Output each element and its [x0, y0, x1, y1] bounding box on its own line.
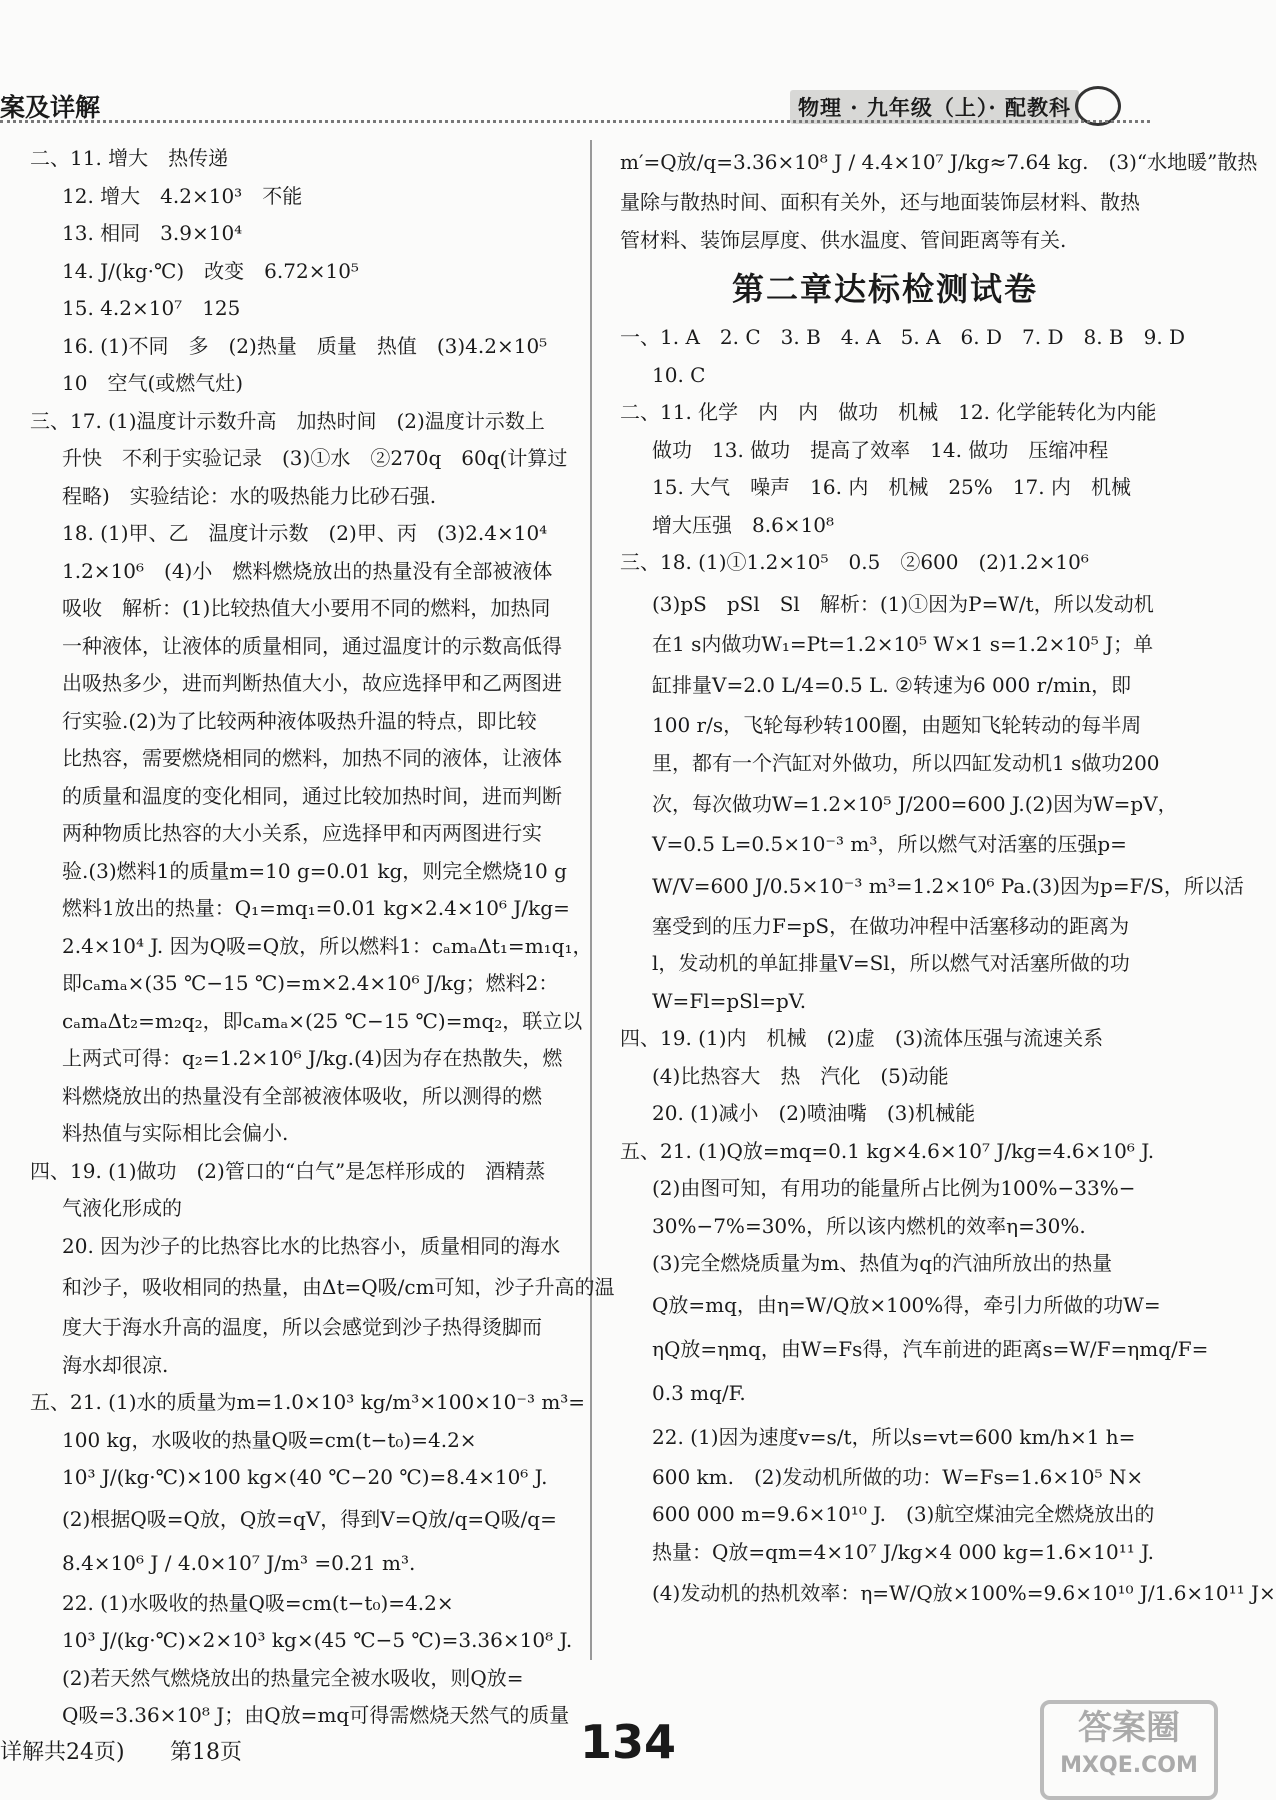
answer-line: (3)pS pSl Sl 解析：(1)①因为P=W/t，所以发动机 — [652, 591, 1154, 616]
answer-line: 行实验.(2)为了比较两种液体吸热升温的特点，即比较 — [62, 708, 537, 733]
answer-line: (3)完全燃烧质量为m、热值为q的汽油所放出的热量 — [652, 1251, 1113, 1275]
answer-line: 一、1. A 2. C 3. B 4. A 5. A 6. D 7. D 8. B 9. D — [620, 325, 1186, 349]
answer-line: 两种物质比热容的大小关系，应选择甲和丙两图进行实 — [62, 821, 542, 845]
answer-line: cₐmₐΔt₂=m₂q₂，即cₐmₐ×(25 ℃−15 ℃)=mq₂，联立以 — [62, 1008, 583, 1033]
footer-left-text: 详解共24页) — [0, 1740, 125, 1765]
answer-line: 吸收 解析：(1)比较热值大小要用不同的燃料，加热同 — [62, 596, 551, 620]
answer-line: 二、11. 化学 内 内 做功 机械 12. 化学能转化为内能 — [620, 400, 1157, 424]
answer-line: 14. J/(kg·℃) 改变 6.72×10⁵ — [62, 258, 359, 283]
answer-line: 缸排量V=2.0 L/4=0.5 L. ②转速为6 000 r/min，即 — [652, 673, 1132, 697]
answer-line: 五、21. (1)Q放=mq=0.1 kg×4.6×10⁷ J/kg=4.6×10⁶ J. — [620, 1138, 1155, 1163]
answer-line: 出吸热多少，进而判断热值大小，故应选择甲和乙两图进 — [62, 671, 562, 695]
answer-line: 0.3 mq/F. — [652, 1380, 746, 1405]
answer-line: 在1 s内做功W₁=Pt=1.2×10⁵ W×1 s=1.2×10⁵ J；单 — [652, 631, 1154, 656]
answer-line: 12. 增大 4.2×10³ 不能 — [62, 183, 303, 208]
answer-line: 四、19. (1)做功 (2)管口的“白气”是怎样形成的 酒精蒸 — [30, 1158, 546, 1183]
answer-line: 四、19. (1)内 机械 (2)虚 (3)流体压强与流速关系 — [620, 1026, 1104, 1050]
answer-line: 验.(3)燃料1的质量m=10 g=0.01 kg，则完全燃烧10 g — [62, 858, 567, 883]
answer-line: (2)若天然气燃烧放出的热量完全被水吸收，则Q放= — [62, 1665, 524, 1690]
answer-line: 塞受到的压力F=pS，在做功冲程中活塞移动的距离为 — [652, 913, 1130, 938]
answer-line: Q放=mq，由η=W/Q放×100%得，牵引力所做的功W= — [652, 1292, 1161, 1317]
answer-line: 上两式可得：q₂=1.2×10⁶ J/kg.(4)因为存在热散失，燃 — [62, 1046, 563, 1070]
answer-line: (2)根据Q吸=Q放，Q放=qV，得到V=Q放/q=Q吸/q= — [62, 1506, 557, 1531]
answer-line: 升快 不利于实验记录 (3)①水 ②270q 60q(计算过 — [62, 446, 568, 470]
answer-line: 程略) 实验结论：水的吸热能力比砂石强. — [62, 483, 437, 508]
left-column — [30, 140, 615, 1735]
watermark-title: 答案圈 — [1078, 1708, 1180, 1748]
answer-line: Q吸=3.36×10⁸ J；由Q放=mq可得需燃烧天然气的质量 — [62, 1703, 570, 1727]
answer-line: 热量：Q放=qm=4×10⁷ J/kg×4 000 kg=1.6×10¹¹ J. — [652, 1539, 1154, 1564]
answer-line: 里，都有一个汽缸对外做功，所以四缸发动机1 s做功200 — [652, 750, 1160, 775]
answer-line: 二、11. 增大 热传递 — [30, 146, 229, 170]
answer-line: 1.2×10⁶ (4)小 燃料燃烧放出的热量没有全部被液体 — [62, 558, 553, 583]
watermark-url: MXQE.COM — [1060, 1753, 1198, 1778]
watermark-logo — [1040, 1700, 1218, 1800]
answer-line: 和沙子，吸收相同的热量，由Δt=Q吸/cm可知，沙子升高的温 — [62, 1275, 615, 1299]
answer-line: 18. (1)甲、乙 温度计示数 (2)甲、丙 (3)2.4×10⁴ — [62, 521, 548, 545]
answer-line: (4)比热容大 热 汽化 (5)动能 — [652, 1063, 949, 1088]
answer-line: 量除与散热时间、面积有关外，还与地面装饰层材料、散热 — [620, 190, 1140, 214]
answer-line: 增大压强 8.6×10⁸ — [652, 512, 835, 537]
answer-line: V=0.5 L=0.5×10⁻³ m³，所以燃气对活塞的压强p= — [652, 832, 1127, 856]
answer-line: 即cₐmₐ×(35 ℃−15 ℃)=m×2.4×10⁶ J/kg；燃料2： — [62, 971, 559, 995]
right-column — [620, 140, 1276, 1615]
answer-line: 度大于海水升高的温度，所以会感觉到沙子热得烫脚而 — [62, 1315, 542, 1339]
answer-line: 三、17. (1)温度计示数升高 加热时间 (2)温度计示数上 — [30, 408, 545, 433]
answer-line: 气液化形成的 — [62, 1196, 182, 1220]
answer-line: 20. (1)减小 (2)喷油嘴 (3)机械能 — [652, 1101, 976, 1125]
answer-line: 16. (1)不同 多 (2)热量 质量 热值 (3)4.2×10⁵ — [62, 333, 548, 358]
answer-line: 30%−7%=30%，所以该内燃机的效率η=30%. — [652, 1213, 1086, 1238]
answer-line: 22. (1)因为速度v=s/t，所以s=vt=600 km/h×1 h= — [652, 1424, 1136, 1449]
answer-line: 100 r/s，飞轮每秒转100圈，由题知飞轮转动的每半周 — [652, 713, 1142, 737]
answer-line: 做功 13. 做功 提高了效率 14. 做功 压缩冲程 — [652, 437, 1109, 462]
answer-line: l，发动机的单缸排量V=Sl，所以燃气对活塞所做的功 — [652, 951, 1130, 975]
answer-line: 600 km. (2)发动机所做的功：W=Fs=1.6×10⁵ N× — [652, 1464, 1144, 1489]
answer-line: 燃料1放出的热量：Q₁=mq₁=0.01 kg×2.4×10⁶ J/kg= — [62, 896, 570, 920]
answer-line: 15. 4.2×10⁷ 125 — [62, 296, 241, 320]
answer-line: 三、18. (1)①1.2×10⁵ 0.5 ②600 (2)1.2×10⁶ — [620, 550, 1089, 574]
answer-line: 13. 相同 3.9×10⁴ — [62, 221, 243, 245]
answer-line: m′=Q放/q=3.36×10⁸ J / 4.4×10⁷ J/kg≈7.64 kg. (3)“水地暖”散热 — [620, 150, 1258, 174]
answer-line: W/V=600 J/0.5×10⁻³ m³=1.2×10⁶ Pa.(3)因为p=F/S，所以活 — [652, 873, 1244, 898]
column-divider — [590, 140, 592, 1660]
header-right-title: 物理 · 九年级（上）· 配教科 — [790, 90, 1079, 124]
page-number: 134 — [580, 1715, 677, 1769]
answer-line: 8.4×10⁶ J / 4.0×10⁷ J/m³ =0.21 m³. — [62, 1550, 416, 1575]
answer-line: 料燃烧放出的热量没有全部被液体吸收，所以测得的燃 — [62, 1083, 542, 1108]
header-dotted-divider — [0, 120, 1150, 123]
answer-line: 10³ J/(kg·℃)×2×10³ kg×(45 ℃−5 ℃)=3.36×10⁸ J. — [62, 1628, 573, 1652]
section-title: 第二章达标检测试卷 — [731, 270, 1038, 308]
answer-line: (2)由图可知，有用功的能量所占比例为100%−33%− — [652, 1176, 1136, 1200]
answer-line: 10. C — [652, 362, 706, 387]
answer-line: 600 000 m=9.6×10¹⁰ J. (3)航空煤油完全燃烧放出的 — [652, 1502, 1155, 1526]
answer-line: 海水却很凉. — [62, 1352, 169, 1377]
answer-line: 100 kg，水吸收的热量Q吸=cm(t−t₀)=4.2× — [62, 1427, 477, 1452]
answer-line: 次，每次做功W=1.2×10⁵ J/200=600 J.(2)因为W=pV， — [652, 792, 1178, 816]
header-left-title: 案及详解 — [0, 93, 101, 122]
answer-line: 10³ J/(kg·℃)×100 kg×(40 ℃−20 ℃)=8.4×10⁶ J. — [62, 1465, 548, 1489]
answer-line: 2.4×10⁴ J. 因为Q吸=Q放，所以燃料1：cₐmₐΔt₁=m₁q₁， — [62, 933, 593, 958]
footer-page-label: 第18页 — [170, 1740, 242, 1765]
answer-line: 的质量和温度的变化相同，通过比较加热时间，进而判断 — [62, 783, 562, 808]
answer-line: 15. 大气 噪声 16. 内 机械 25% 17. 内 机械 — [652, 475, 1131, 499]
answer-line: W=Fl=pSl=pV. — [652, 988, 807, 1013]
answer-line: 比热容，需要燃烧相同的燃料，加热不同的液体，让液体 — [62, 746, 562, 770]
answer-line: 五、21. (1)水的质量为m=1.0×10³ kg/m³×100×10⁻³ m³= — [30, 1390, 586, 1414]
answer-line: 20. 因为沙子的比热容比水的比热容小，质量相同的海水 — [62, 1233, 561, 1258]
answer-line: 22. (1)水吸收的热量Q吸=cm(t−t₀)=4.2× — [62, 1590, 454, 1615]
answer-line: 一种液体，让液体的质量相同，通过温度计的示数高低得 — [62, 633, 562, 658]
answer-line: (4)发动机的热机效率：η=W/Q放×100%=9.6×10¹⁰ J/1.6×10¹¹ J× — [652, 1581, 1276, 1605]
answer-line: ηQ放=ηmq，由W=Fs得，汽车前进的距离s=W/F=ηmq/F= — [652, 1336, 1209, 1361]
answer-line: 10 空气(或燃气灶) — [62, 371, 244, 395]
answer-line: 料热值与实际相比会偏小. — [62, 1121, 289, 1145]
answer-line: 管材料、装饰层厚度、供水温度、管间距离等有关. — [620, 227, 1067, 252]
